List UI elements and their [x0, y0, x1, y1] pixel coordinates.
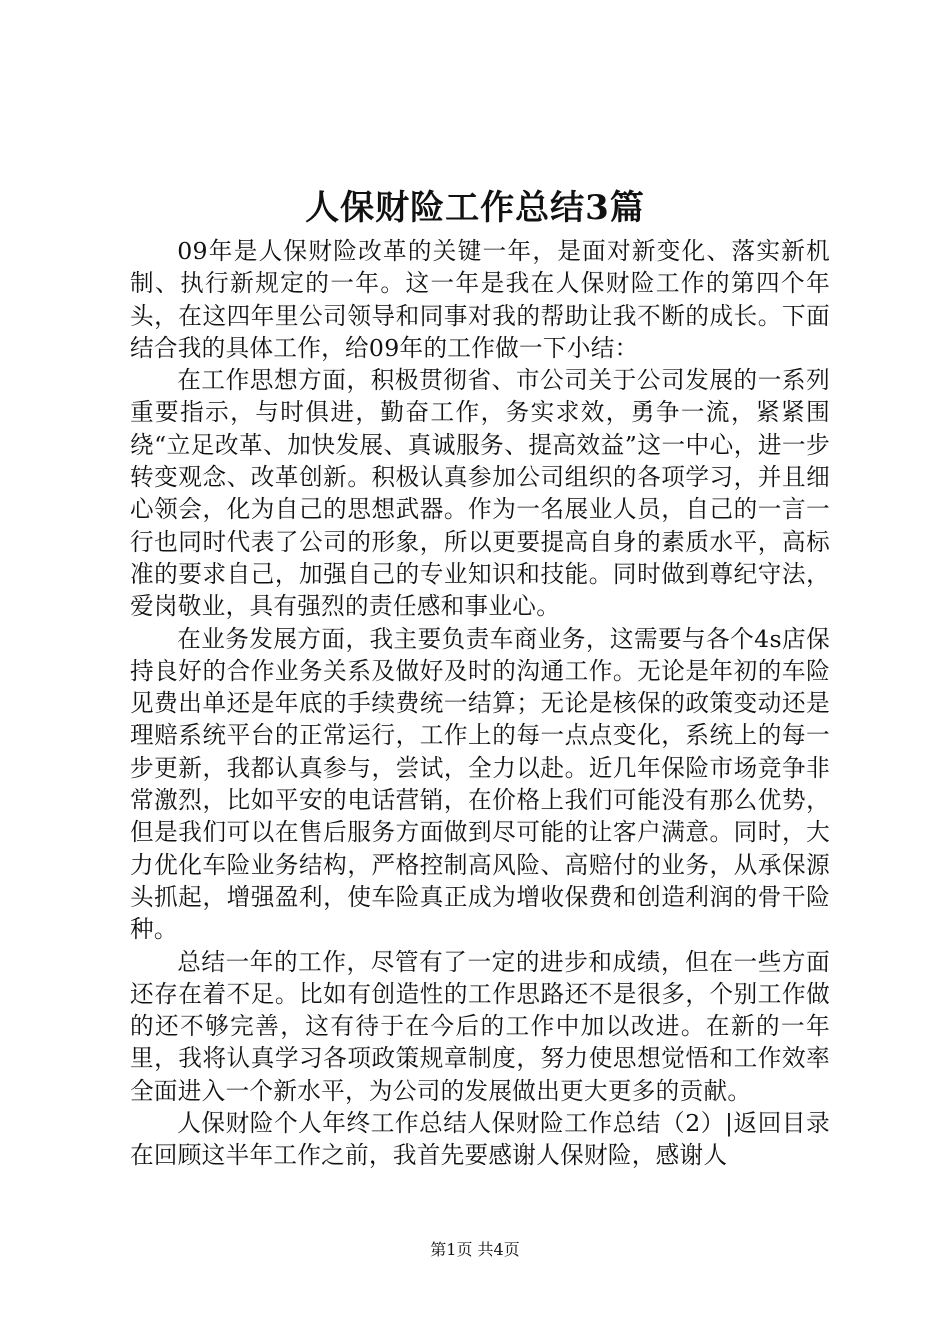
document-body [130, 235, 830, 1172]
paragraph-2: 在工作思想方面，积极贯彻省、市公司关于公司发展的一系列重要指示，与时俱进，勤奋工作，务实求效，勇争一流，紧紧围绕“立足改革、加快发展、真诚服务、提高效益”这一中心，进一步转变观念、改革创新。积极认真参加公司组织的各项学习，并且细心领会，化为自己的思想武器。作为一名展业人员，自己的一言一行也同时代表了公司的形象，所以更要提高自身的素质水平，高标准的要求自己，加强自己的专业知识和技能。同时做到尊纪守法，爱岗敬业，具有强烈的责任感和事业心。 [130, 366, 830, 621]
paragraph-5: 人保财险个人年终工作总结人保财险工作总结（2）|返回目录在回顾这半年工作之前，我首先要感谢人保财险，感谢人 [130, 1109, 830, 1170]
document-title: 人保财险工作总结3篇 [305, 188, 645, 228]
page-footer: 第1页 共4页 [430, 1240, 520, 1259]
paragraph-4: 总结一年的工作，尽管有了一定的进步和成绩，但在一些方面还存在着不足。比如有创造性的工作思路还不是很多，个别工作做的还不够完善，这有待于在今后的工作中加以改进。在新的一年里，我将认真学习各项政策规章制度，努力使思想觉悟和工作效率全面进入一个新水平，为公司的发展做出更大更多的贡献。 [130, 947, 830, 1105]
paragraph-3: 在业务发展方面，我主要负责车商业务，这需要与各个4s店保持良好的合作业务关系及做好及时的沟通工作。无论是年初的车险见费出单还是年底的手续费统一结算；无论是核保的政策变动还是理赔系统平台的正常运行，工作上的每一点点变化，系统上的每一步更新，我都认真参与，尝试，全力以赴。近几年保险市场竞争非常激烈，比如平安的电话营销，在价格上我们可能没有那么优势，但是我们可以在售后服务方面做到尽可能的让客户满意。同时，大力优化车险业务结构，严格控制高风险、高赔付的业务，从承保源头抓起，增强盈利，使车险真正成为增收保费和创造利润的骨干险种。 [130, 624, 830, 944]
paragraph-1: 09年是人保财险改革的关键一年，是面对新变化、落实新机制、执行新规定的一年。这一年是我在人保财险工作的第四个年头，在这四年里公司领导和同事对我的帮助让我不断的成长。下面结合我的具体工作，给09年的工作做一下小结： [130, 237, 830, 362]
